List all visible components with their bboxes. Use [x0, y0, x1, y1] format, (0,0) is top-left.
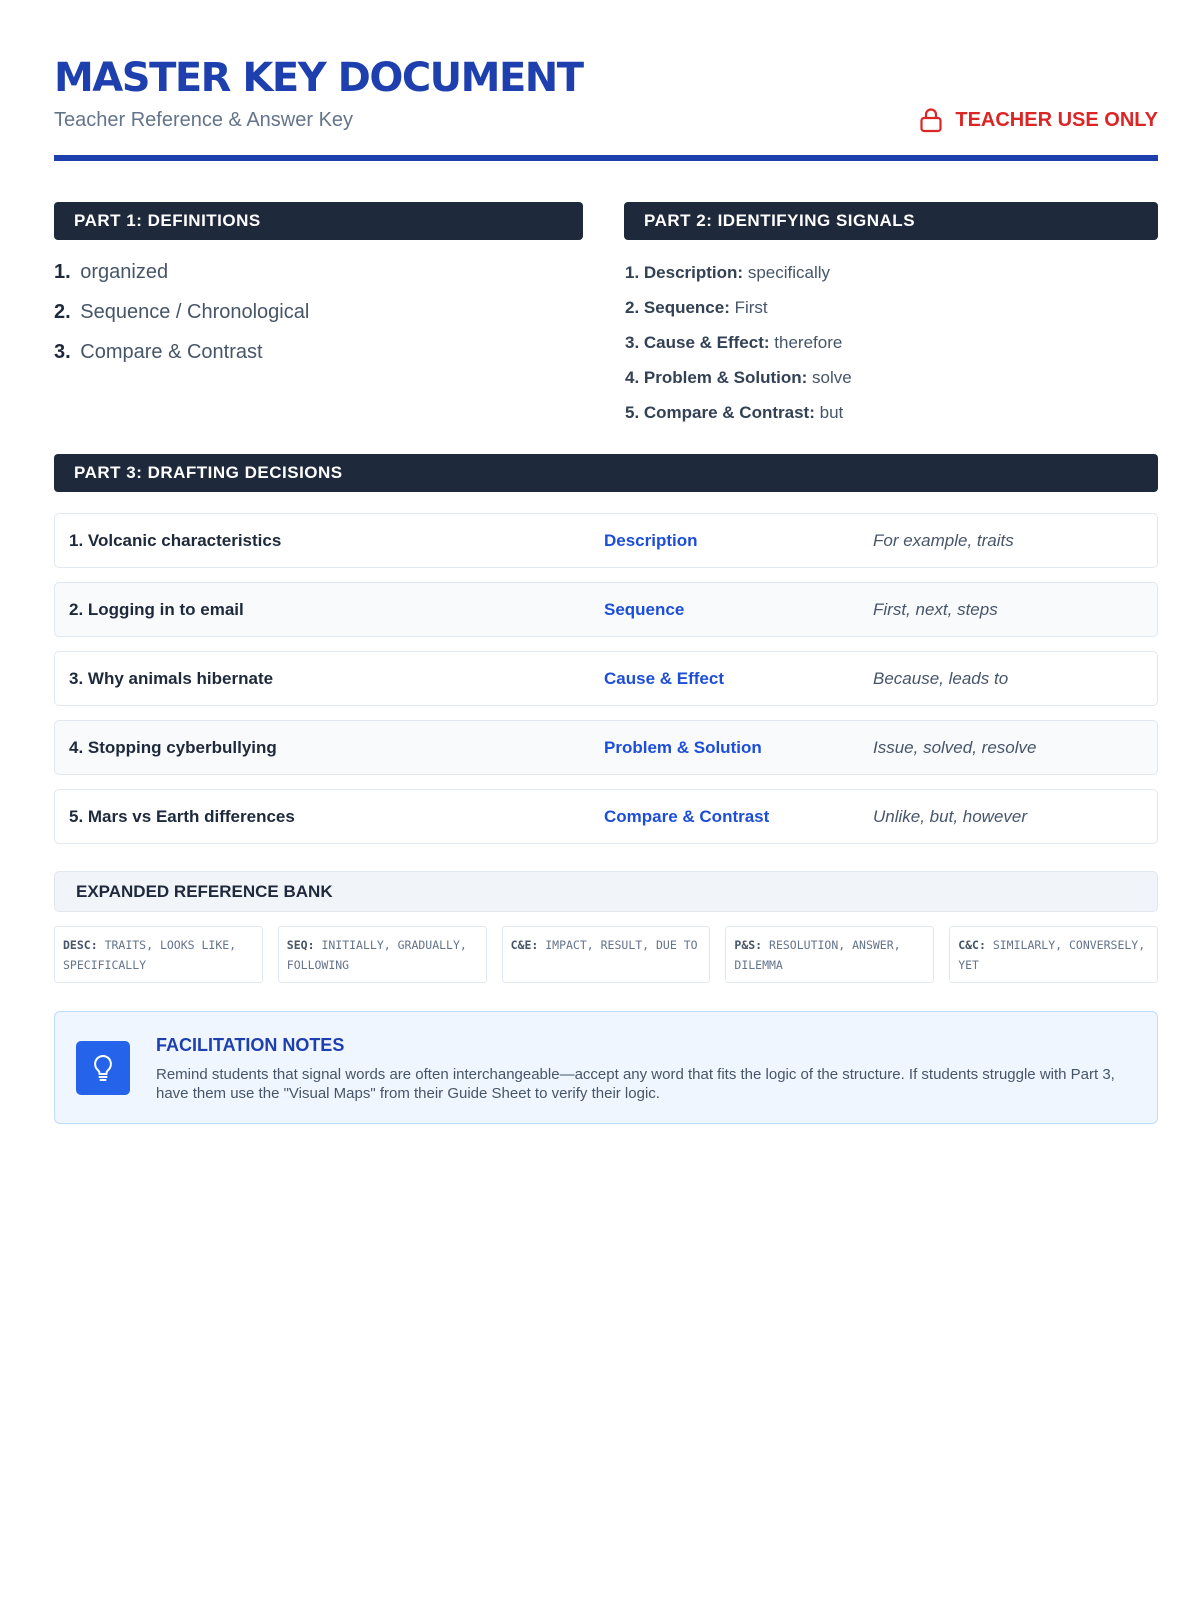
- row-scenario: 4. Stopping cyberbullying: [69, 738, 277, 757]
- lightbulb-icon: [76, 1041, 130, 1095]
- part1-list: [54, 258, 554, 378]
- part1-heading: PART 1: DEFINITIONS: [54, 202, 583, 240]
- page-subtitle: Teacher Reference & Answer Key: [54, 109, 354, 131]
- row-signals: Issue, solved, resolve: [873, 738, 1037, 757]
- table-row: [54, 651, 1158, 706]
- item-text: therefore: [774, 333, 843, 352]
- reference-card: [725, 926, 934, 983]
- item-label: 3. Cause & Effect:: [625, 333, 770, 352]
- teacher-only-badge: [919, 104, 1158, 136]
- list-item: [625, 365, 1155, 400]
- part2-list: [625, 260, 1155, 435]
- card-code: C&C:: [958, 938, 986, 952]
- item-label: 5. Compare & Contrast:: [625, 403, 815, 422]
- item-text: Sequence / Chronological: [80, 301, 310, 323]
- row-signals: Unlike, but, however: [873, 807, 1028, 826]
- table-row: [54, 513, 1158, 568]
- table-row: [54, 789, 1158, 844]
- card-words: TRAITS, LOOKS LIKE, SPECIFICALLY: [63, 938, 237, 972]
- item-text: but: [819, 403, 844, 422]
- item-label: 1. Description:: [625, 263, 744, 282]
- card-code: P&S:: [734, 938, 763, 952]
- item-number: 3.: [54, 341, 71, 363]
- row-structure: Description: [604, 531, 698, 550]
- list-item: [625, 260, 1155, 295]
- row-structure: Sequence: [604, 600, 685, 619]
- card-code: SEQ:: [286, 938, 315, 952]
- item-number: 2.: [54, 301, 71, 323]
- item-number: 1.: [54, 261, 71, 283]
- teacher-only-label: TEACHER USE ONLY: [955, 108, 1158, 131]
- card-words: IMPACT, RESULT, DUE TO: [545, 938, 698, 952]
- table-row: [54, 582, 1158, 637]
- notes-body: Remind students that signal words are often interchangeable—accept any word that fits the logic of the structure. If students struggle with Part 3, have them use the "Visual Maps" from their Guide Sheet to verify their logic.: [156, 1066, 1115, 1102]
- part3-table: [54, 513, 1158, 858]
- item-text: solve: [812, 368, 852, 387]
- item-label: 4. Problem & Solution:: [625, 368, 808, 387]
- card-words: SIMILARLY, CONVERSELY, YET: [958, 938, 1146, 972]
- item-text: specifically: [747, 263, 831, 282]
- list-item: [54, 338, 554, 378]
- item-label: 2. Sequence:: [625, 298, 730, 317]
- row-scenario: 1. Volcanic characteristics: [69, 531, 282, 550]
- reference-card: [502, 926, 711, 983]
- row-signals: For example, traits: [873, 531, 1014, 550]
- row-structure: Cause & Effect: [604, 669, 724, 688]
- reference-bank-heading: EXPANDED REFERENCE BANK: [54, 871, 1158, 912]
- row-structure: Compare & Contrast: [604, 807, 770, 826]
- reference-card: [54, 926, 263, 983]
- list-item: [54, 298, 554, 338]
- header-divider: [54, 155, 1158, 161]
- facilitation-notes: [54, 1011, 1158, 1124]
- item-text: Compare & Contrast: [80, 341, 263, 363]
- list-item: [625, 330, 1155, 365]
- row-scenario: 2. Logging in to email: [69, 600, 244, 619]
- card-words: INITIALLY, GRADUALLY, FOLLOWING: [286, 938, 467, 972]
- row-structure: Problem & Solution: [604, 738, 762, 757]
- row-signals: First, next, steps: [873, 600, 998, 619]
- reference-card: [278, 926, 487, 983]
- item-text: First: [734, 298, 768, 317]
- card-code: C&E:: [510, 938, 539, 952]
- row-scenario: 5. Mars vs Earth differences: [69, 807, 295, 826]
- row-scenario: 3. Why animals hibernate: [69, 669, 274, 688]
- lock-icon: [919, 107, 943, 133]
- list-item: [54, 258, 554, 298]
- part3-heading: PART 3: DRAFTING DECISIONS: [54, 454, 1158, 492]
- part2-heading: PART 2: IDENTIFYING SIGNALS: [624, 202, 1158, 240]
- list-item: [625, 295, 1155, 330]
- row-signals: Because, leads to: [873, 669, 1009, 688]
- notes-title: FACILITATION NOTES: [156, 1035, 345, 1055]
- card-words: RESOLUTION, ANSWER, DILEMMA: [734, 938, 901, 972]
- item-text: organized: [80, 261, 169, 283]
- reference-bank: [54, 926, 1158, 983]
- list-item: [625, 400, 1155, 435]
- table-row: [54, 720, 1158, 775]
- card-code: DESC:: [63, 938, 98, 952]
- page-title: MASTER KEY DOCUMENT: [54, 55, 583, 101]
- reference-card: [949, 926, 1158, 983]
